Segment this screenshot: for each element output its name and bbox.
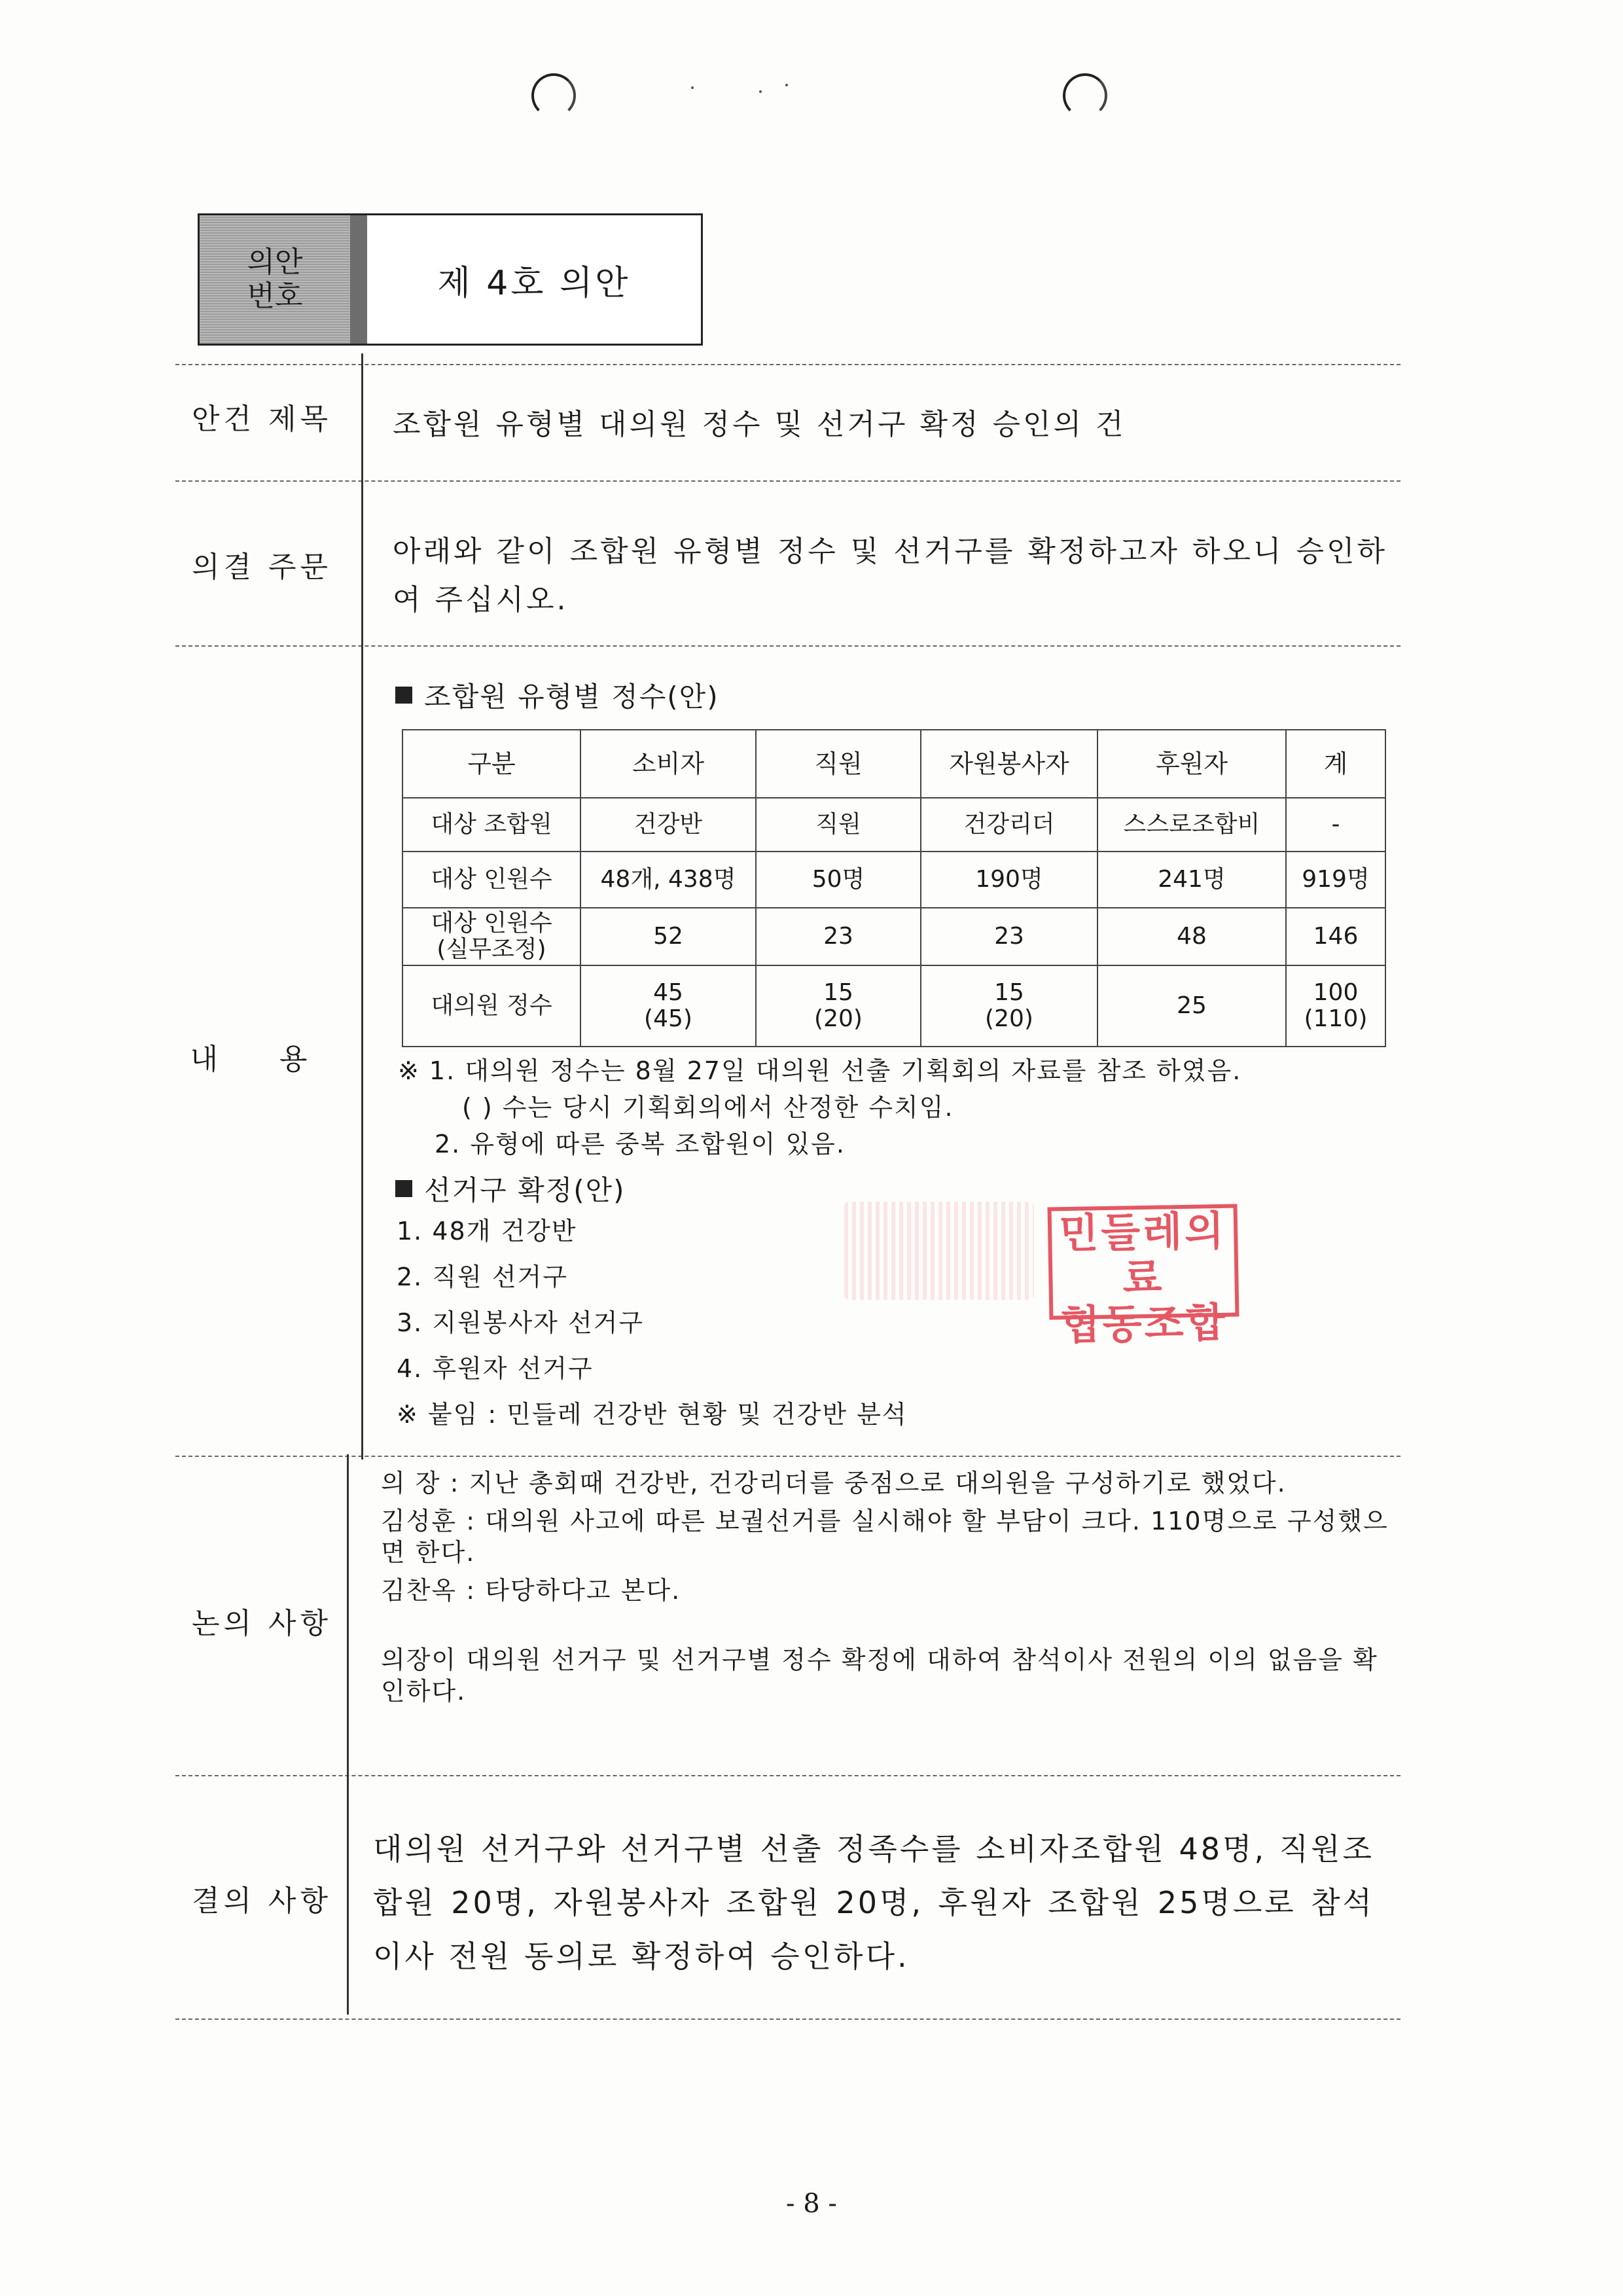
faded-stamp-mark: [844, 1202, 1034, 1300]
row-divider: [175, 645, 1400, 647]
organization-seal: 민들레의료 협동조합: [1048, 1204, 1240, 1319]
table-cell: 대의원 정수: [402, 965, 580, 1047]
table-cell: 23: [756, 908, 921, 965]
discussion-text: [381, 1467, 1395, 1713]
column-divider: [361, 353, 363, 1460]
quota-heading: 조합원 유형별 정수(안): [395, 675, 719, 715]
table-cell: 146: [1286, 908, 1385, 965]
table-cell: 100 (110): [1286, 965, 1385, 1047]
content-label: 내 용: [190, 1043, 334, 1076]
discussion-line: 김성훈 : 대의원 사고에 따른 보궐선거를 실시해야 할 부담이 크다. 110명으로 구성했으면 한다.: [381, 1507, 1389, 1567]
table-header-cell: 계: [1286, 730, 1385, 798]
table-row: [402, 852, 1385, 908]
list-item: 3. 지원봉사자 선거구: [397, 1308, 645, 1337]
discussion-line: 김찬옥 : 타당하다고 본다.: [381, 1576, 681, 1605]
table-row: [402, 798, 1385, 852]
table-header-cell: 자원봉사자: [921, 730, 1097, 798]
page-number: - 8 -: [786, 2189, 837, 2219]
table-header-cell: 직원: [756, 730, 921, 798]
discussion-label: 논의 사항: [191, 1607, 332, 1640]
square-bullet-icon: [395, 687, 412, 704]
district-list: [397, 1208, 908, 1437]
table-cell: 52: [580, 908, 756, 965]
district-heading: 선거구 확정(안): [395, 1169, 626, 1208]
row-divider: [175, 1775, 1400, 1776]
discussion-line: 의장이 대의원 선거구 및 선거구별 정수 확정에 대하여 참석이사 전원의 이의 없음을 확인하다.: [381, 1645, 1378, 1706]
table-row: [402, 965, 1385, 1047]
table-cell: 대상 인원수: [402, 852, 580, 908]
row-divider: [175, 480, 1400, 482]
table-cell: 15 (20): [756, 965, 921, 1047]
punch-hole-left: [531, 73, 576, 118]
table-cell: 직원: [756, 798, 921, 852]
title-label: 안건 제목: [191, 403, 332, 436]
table-cell: 50명: [756, 852, 921, 908]
table-cell: 건강리더: [921, 798, 1097, 852]
resolution-label: 의결 주문: [191, 550, 332, 584]
punch-hole-right: [1063, 73, 1107, 118]
agenda-number-label: 의안 번호: [200, 215, 367, 344]
decision-label: 결의 사항: [191, 1884, 332, 1918]
table-cell: 48개, 438명: [580, 852, 756, 908]
table-cell: 241명: [1097, 852, 1286, 908]
scan-speck: [785, 84, 788, 86]
table-cell: 190명: [921, 852, 1097, 908]
table-cell: 919명: [1286, 852, 1385, 908]
table-cell: 대상 인원수 (실무조정): [402, 908, 580, 965]
table-cell: 대상 조합원: [402, 798, 580, 852]
quota-table: [402, 729, 1386, 1047]
scan-speck: [691, 86, 694, 89]
table-header-cell: 후원자: [1097, 730, 1286, 798]
square-bullet-icon: [395, 1180, 412, 1197]
row-divider: [175, 364, 1400, 365]
row-divider: [175, 2018, 1400, 2020]
table-cell: 스스로조합비: [1097, 798, 1286, 852]
resolution-text: 아래와 같이 조합원 유형별 정수 및 선거구를 확정하고자 하오니 승인하여 주십시오.: [393, 535, 1387, 617]
note-line: ( ) 수는 당시 기획회의에서 산정한 수치임.: [462, 1093, 954, 1122]
table-cell: 건강반: [580, 798, 756, 852]
agenda-number-box: [198, 213, 703, 346]
row-divider: [175, 1456, 1400, 1457]
discussion-line: 의 장 : 지난 총회때 건강반, 건강리더를 중점으로 대의원을 구성하기로 했었다.: [381, 1469, 1287, 1498]
table-cell: 25: [1097, 965, 1286, 1047]
scan-speck: [759, 90, 762, 93]
list-item: ※ 붙임 : 민들레 건강반 현황 및 건강반 분석: [397, 1400, 908, 1429]
note-line: 2. 유형에 따른 중복 조합원이 있음.: [435, 1130, 846, 1158]
list-item: 2. 직원 선거구: [397, 1263, 568, 1291]
decision-text: 대의원 선거구와 선거구별 선출 정족수를 소비자조합원 48명, 직원조합원 20명, 자원봉사자 조합원 20명, 후원자 조합원 25명으로 참석이사 전원 동의로 확정하여 승인하다.: [373, 1831, 1374, 1974]
table-cell: 45 (45): [580, 965, 756, 1047]
table-header-row: [402, 730, 1385, 798]
title-text: 조합원 유형별 대의원 정수 및 선거구 확정 승인의 건: [393, 408, 1126, 441]
table-cell: 15 (20): [921, 965, 1097, 1047]
table-cell: 23: [921, 908, 1097, 965]
table-cell: -: [1286, 798, 1385, 852]
table-header-cell: 소비자: [580, 730, 756, 798]
table-row: [402, 908, 1385, 965]
agenda-number-value: 제 4호 의안: [437, 263, 631, 303]
note-line: ※ 1. 대의원 정수는 8월 27일 대의원 선출 기획회의 자료를 참조 하였음.: [398, 1056, 1242, 1085]
list-item: 4. 후원자 선거구: [397, 1354, 594, 1383]
list-item: 1. 48개 건강반: [397, 1217, 577, 1246]
table-cell: 48: [1097, 908, 1286, 965]
table-header-cell: 구분: [402, 730, 580, 798]
column-divider: [347, 1454, 349, 2015]
